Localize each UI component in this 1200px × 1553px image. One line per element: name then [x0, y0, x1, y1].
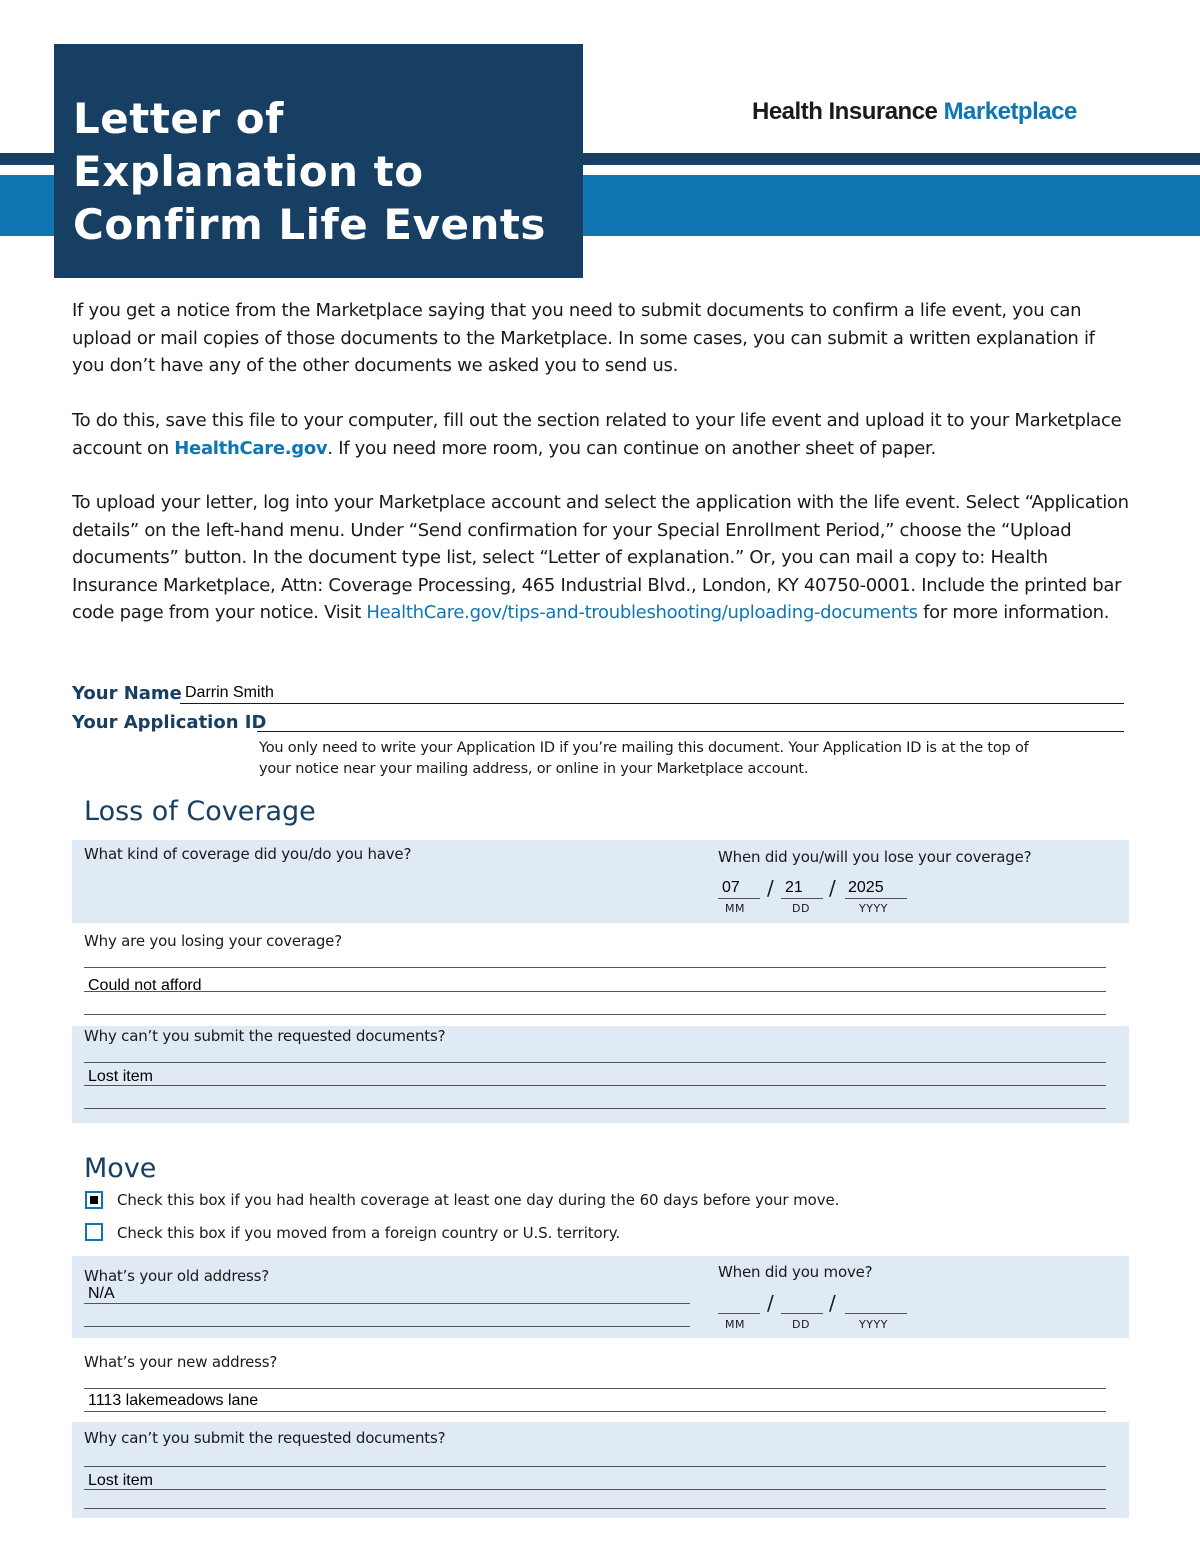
move-heading: Move	[84, 1153, 157, 1184]
brand-text-2: Marketplace	[943, 98, 1077, 125]
application-id-label: Your Application ID	[72, 712, 267, 733]
coverage-date-month[interactable]: 07	[722, 879, 740, 896]
why-losing-answer[interactable]: Could not afford	[88, 977, 202, 994]
title-block	[54, 44, 583, 278]
brand-text-1: Health Insurance	[752, 98, 944, 125]
move-month-line	[718, 1313, 760, 1314]
your-name-line	[180, 703, 1124, 704]
move-day-line	[781, 1313, 823, 1314]
date-label-dd: DD	[792, 1318, 810, 1331]
foreign-move-checkbox-label: Check this box if you moved from a foreign country or U.S. territory.	[117, 1224, 621, 1242]
why-losing-line-2	[84, 991, 1106, 992]
date-slash: /	[767, 876, 774, 900]
date-slash: /	[767, 1291, 774, 1315]
why-cant-line-1	[84, 1062, 1106, 1063]
date-label-dd: DD	[792, 902, 810, 915]
why-cant-question: Why can’t you submit the requested documents?	[84, 1027, 446, 1045]
your-name-field[interactable]: Darrin Smith	[185, 684, 274, 701]
date-label-mm: MM	[725, 902, 745, 915]
coverage-month-line	[718, 898, 760, 899]
old-address-line-2	[84, 1326, 690, 1327]
date-label-yyyy: YYYY	[859, 902, 888, 915]
move-why-cant-line-3	[84, 1508, 1106, 1509]
why-cant-answer[interactable]: Lost item	[88, 1068, 153, 1085]
intro-paragraph-3	[72, 489, 1132, 627]
date-label-mm: MM	[725, 1318, 745, 1331]
why-cant-line-3	[84, 1108, 1106, 1109]
intro-p2-text: To do this, save this file to your computer, fill out the section related to your life event and upload it to your Marketplace account on	[72, 410, 1122, 459]
application-id-field[interactable]	[262, 712, 462, 730]
move-why-cant-question: Why can’t you submit the requested documents?	[84, 1429, 446, 1447]
coverage-date-year[interactable]: 2025	[848, 879, 884, 896]
coverage-lose-date-question: When did you/will you lose your coverage?	[718, 848, 1032, 866]
foreign-move-checkbox[interactable]	[85, 1223, 103, 1241]
old-address-line-1	[84, 1303, 690, 1304]
intro-p3-text: To upload your letter, log into your Marketplace account and select the application with the life event. Select “Application details” on the left-hand menu. Under “Send confirmation for your Special Enrollment Period,” choose the “Upload documents” button. In the document type list, select “Letter of explanation.” Or, you can mail a copy to: Health Insurance Marketplace, Attn: Coverage Processing, 465 Industrial Blvd., London, KY 40750-0001. Include the printed bar code page from your notice. Visit	[72, 492, 1129, 623]
coverage-day-line	[781, 898, 823, 899]
why-cant-line-2	[84, 1085, 1106, 1086]
page-title-line-3: Confirm Life Events	[73, 200, 546, 249]
old-address-answer[interactable]: N/A	[88, 1285, 115, 1302]
prior-coverage-checkbox[interactable]	[85, 1191, 103, 1209]
brand-logo	[752, 98, 1077, 126]
move-why-cant-line-1	[84, 1466, 1106, 1467]
why-losing-line-3	[84, 1014, 1106, 1015]
move-date-question: When did you move?	[718, 1263, 873, 1281]
page-title-line-2: Explanation to	[73, 147, 424, 196]
healthcare-gov-link[interactable]: HealthCare.gov	[174, 437, 328, 459]
date-slash: /	[829, 1291, 836, 1315]
date-slash: /	[829, 876, 836, 900]
loss-of-coverage-heading: Loss of Coverage	[84, 796, 316, 827]
why-losing-line-1	[84, 967, 1106, 968]
coverage-date-day[interactable]: 21	[785, 879, 803, 896]
move-why-cant-line-2	[84, 1489, 1106, 1490]
new-address-answer[interactable]: 1113 lakemeadows lane	[88, 1392, 259, 1409]
new-address-question: What’s your new address?	[84, 1353, 278, 1371]
application-id-note: You only need to write your Application ID if you’re mailing this document. Your Application ID is at the top of your notice near your mailing address, or online in your Marketplace account.	[259, 740, 1029, 777]
coverage-year-line	[845, 898, 907, 899]
page-title-line-1: Letter of	[73, 94, 284, 143]
old-address-question: What’s your old address?	[84, 1267, 269, 1285]
why-losing-question: Why are you losing your coverage?	[84, 932, 342, 950]
date-label-yyyy: YYYY	[859, 1318, 888, 1331]
uploading-documents-link[interactable]: HealthCare.gov/tips-and-troubleshooting/uploading-documents	[366, 602, 918, 623]
coverage-kind-question: What kind of coverage did you/do you have?	[84, 845, 412, 863]
intro-paragraph-2	[72, 407, 1132, 462]
intro-p2-text-end: . If you need more room, you can continue on another sheet of paper.	[327, 437, 936, 459]
application-id-line	[257, 731, 1124, 732]
intro-p1-text: If you get a notice from the Marketplace saying that you need to submit documents to confirm a life event, you can upload or mail copies of those documents to the Marketplace. In some cases, you can submit a written explanation if you don’t have any of the other documents we asked you to send us.	[72, 300, 1095, 376]
your-name-label: Your Name	[72, 683, 182, 704]
prior-coverage-checkbox-label: Check this box if you had health coverage at least one day during the 60 days before your move.	[117, 1191, 840, 1209]
new-address-line-1	[84, 1388, 1106, 1389]
move-why-cant-answer[interactable]: Lost item	[88, 1472, 153, 1489]
intro-p3-text-end: for more information.	[917, 602, 1110, 623]
move-year-line	[845, 1313, 907, 1314]
intro-paragraph-1	[72, 297, 1132, 380]
new-address-line-2	[84, 1411, 1106, 1412]
